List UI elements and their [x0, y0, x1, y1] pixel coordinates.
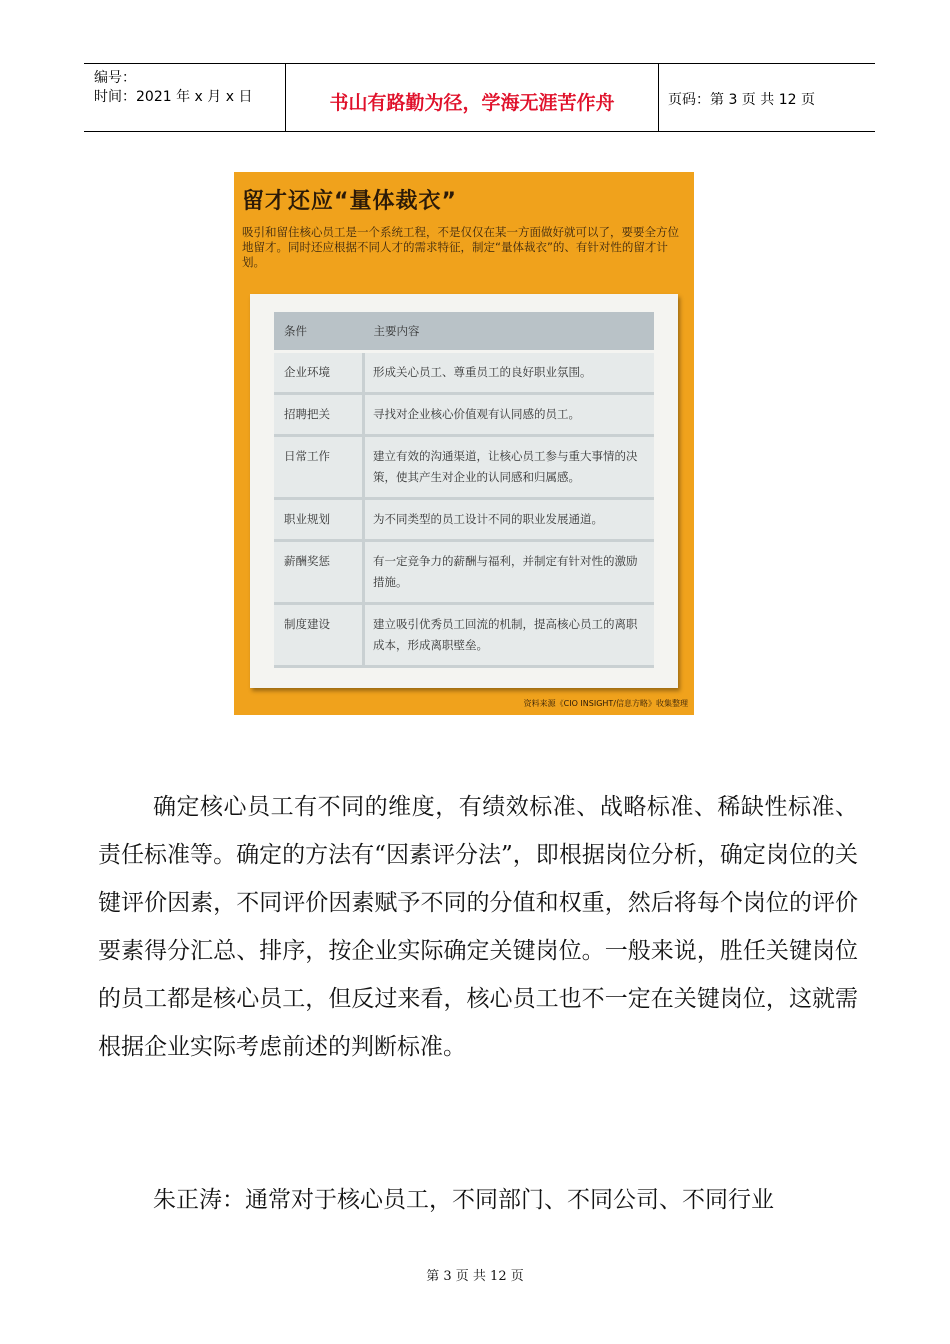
- row-condition: 职业规划: [274, 499, 364, 541]
- column-header-condition: 条件: [274, 312, 364, 352]
- header-meta-cell: [84, 64, 286, 131]
- row-condition: 日常工作: [274, 436, 364, 499]
- row-content: 寻找对企业核心价值观有认同感的员工。: [364, 394, 655, 436]
- infographic-source: 资料来源《CIO INSIGHT/信息方略》收集整理: [523, 699, 688, 708]
- body-paragraph-2: 朱正涛：通常对于核心员工，不同部门、不同公司、不同行业: [153, 1187, 774, 1213]
- column-header-content: 主要内容: [364, 312, 655, 352]
- header-motto-cell: [286, 64, 659, 131]
- row-content: 建立有效的沟通渠道，让核心员工参与重大事情的决策，使其产生对企业的认同感和归属感。: [364, 436, 655, 499]
- table-row: [274, 394, 654, 436]
- table-row: [274, 352, 654, 394]
- row-content: 形成关心员工、尊重员工的良好职业氛围。: [364, 352, 655, 394]
- table-row: [274, 541, 654, 604]
- table-header-row: [274, 312, 654, 352]
- infographic-title: 留才还应“量体裁衣”: [242, 189, 457, 214]
- document-number-label: 编号：: [94, 70, 136, 86]
- header-page-info: 页码：第 3 页 共 12 页: [668, 92, 815, 108]
- row-content: 有一定竞争力的薪酬与福利，并制定有针对性的激励措施。: [364, 541, 655, 604]
- document-time-label: 时间：2021 年 x 月 x 日: [94, 89, 253, 105]
- header-page-cell: [659, 64, 875, 131]
- table-row: [274, 604, 654, 667]
- row-condition: 薪酬奖惩: [274, 541, 364, 604]
- retention-infographic: [234, 172, 694, 715]
- body-paragraph-1: 确定核心员工有不同的维度，有绩效标准、战略标准、稀缺性标准、责任标准等。确定的方法有“因素评分法”，即根据岗位分析，确定岗位的关键评价因素，不同评价因素赋予不同的分值和权重，然后将每个岗位的评价要素得分汇总、排序，按企业实际确定关键岗位。一般来说，胜任关键岗位的员工都是核心员工，但反过来看，核心员工也不一定在关键岗位，这就需根据企业实际考虑前述的判断标准。: [98, 794, 858, 1060]
- page-header: [84, 63, 875, 132]
- table-row: [274, 436, 654, 499]
- row-condition: 制度建设: [274, 604, 364, 667]
- row-condition: 招聘把关: [274, 394, 364, 436]
- infographic-intro: 吸引和留住核心员工是一个系统工程，不是仅仅在某一方面做好就可以了，要要全方位地留才。同时还应根据不同人才的需求特征，制定“量体裁衣”的、有针对性的留才计划。: [242, 225, 679, 269]
- row-condition: 企业环境: [274, 352, 364, 394]
- header-motto: 书山有路勤为径，学海无涯苦作舟: [329, 92, 615, 114]
- row-content: 建立吸引优秀员工回流的机制，提高核心员工的离职成本，形成离职壁垒。: [364, 604, 655, 667]
- table-row: [274, 499, 654, 541]
- infographic-table-panel: [250, 294, 678, 688]
- page-footer: 第 3 页 共 12 页: [426, 1269, 524, 1284]
- retention-table: [274, 312, 654, 668]
- row-content: 为不同类型的员工设计不同的职业发展通道。: [364, 499, 655, 541]
